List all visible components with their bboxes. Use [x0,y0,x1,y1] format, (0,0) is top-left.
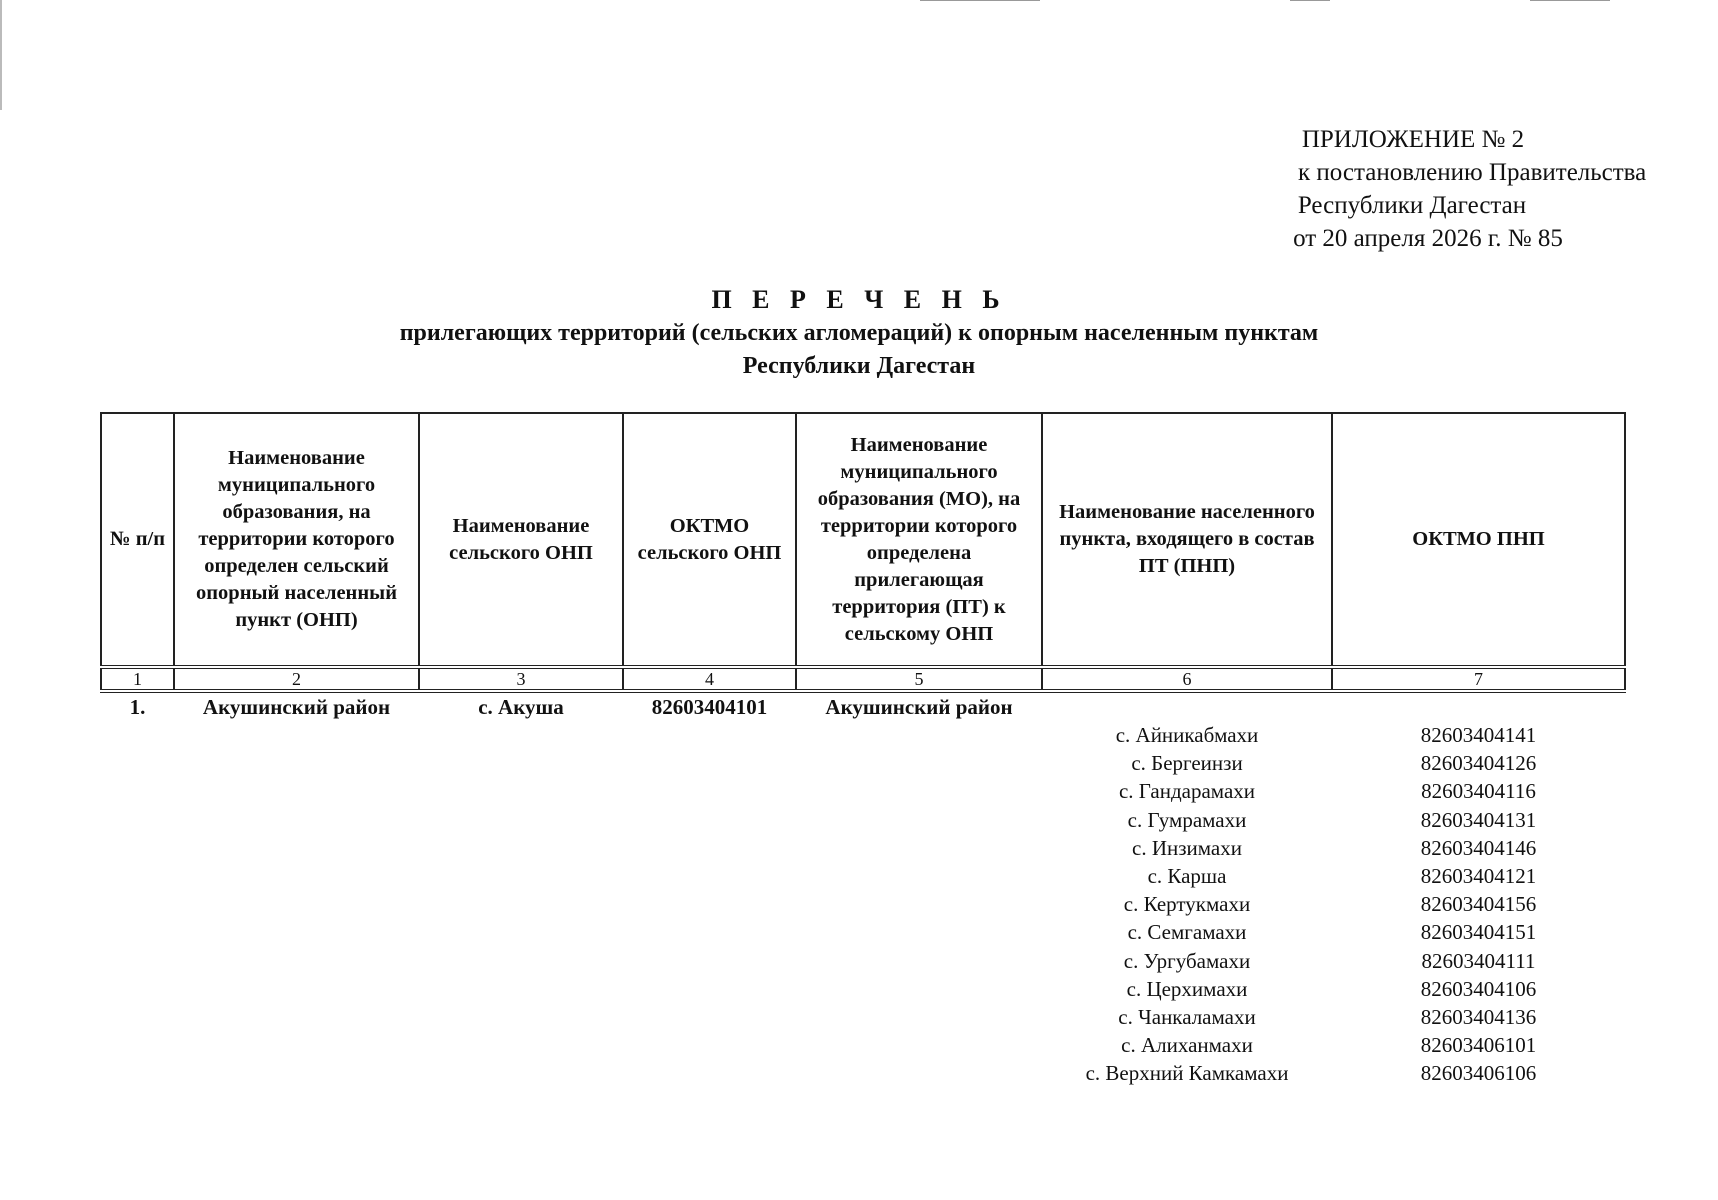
empty-cell [419,1059,623,1087]
empty-cell [101,947,174,975]
settlement-oktmo: 82603406106 [1420,1061,1537,1086]
empty-cell [623,749,796,777]
empty-cell [101,890,174,918]
empty-cell [796,1003,1042,1031]
empty-cell [101,806,174,834]
settlement-name: с. Алиханмахи [1121,1033,1253,1058]
empty-cell [174,890,419,918]
appendix-line: от 20 апреля 2026 г. № 85 [1293,225,1563,252]
empty-cell [419,721,623,749]
table-row [101,834,1625,862]
header-cell: Наименование муниципального образования (МО), на территории которого определена прилегающая территория (ПТ) к сельскому ОНП [796,413,1042,667]
empty-cell [101,975,174,1003]
empty-cell [101,1003,174,1031]
onp-mo-name: Акушинский район [202,695,391,719]
empty-cell [623,721,796,749]
scan-mark [0,0,2,110]
empty-cell [623,890,796,918]
empty-cell [419,890,623,918]
empty-cell [419,1031,623,1059]
table-row [101,975,1625,1003]
empty-cell [174,1059,419,1087]
empty-cell [101,1059,174,1087]
empty-cell [623,975,796,1003]
settlement-name: с. Чанкаламахи [1118,1005,1256,1030]
empty-cell [623,947,796,975]
empty-cell [796,918,1042,946]
settlement-oktmo: 82603404111 [1421,948,1536,973]
appendix-line: Республики Дагестан [1297,192,1527,219]
settlement-oktmo: 82603404121 [1420,864,1537,889]
empty-cell [174,918,419,946]
empty-cell [796,947,1042,975]
table-row [101,806,1625,834]
empty-cell [419,834,623,862]
column-number: 2 [174,667,419,691]
appendix-block [1198,123,1647,255]
table-row [101,862,1625,890]
settlements-table [100,412,1626,1088]
header-cell: ОКТМО сельского ОНП [623,413,796,667]
column-number: 4 [623,667,796,691]
column-number: 5 [796,667,1042,691]
empty-cell [796,975,1042,1003]
settlement-name: с. Кертукмахи [1123,892,1251,917]
column-number: 6 [1042,667,1332,691]
settlement-oktmo: 82603404126 [1420,751,1537,776]
empty-cell [419,1003,623,1031]
settlement-name: с. Семгамахи [1127,920,1247,945]
pt-mo-name: Акушинский район [825,695,1013,719]
settlement-oktmo: 82603404131 [1420,807,1537,832]
empty-cell [101,918,174,946]
column-number: 3 [419,667,623,691]
empty-cell [796,777,1042,805]
onp-oktmo: 82603404101 [651,695,768,719]
settlement-name: с. Карша [1147,864,1227,889]
settlement-oktmo: 82603404146 [1420,835,1537,860]
settlement-oktmo: 82603404106 [1420,976,1537,1001]
header-row [101,413,1625,667]
empty-cell [174,862,419,890]
row-number: 1. [129,695,146,719]
appendix-line: ПРИЛОЖЕНИЕ № 2 [1301,126,1525,153]
settlement-oktmo: 82603404136 [1420,1005,1537,1030]
empty-cell [419,947,623,975]
empty-cell [796,721,1042,749]
empty-cell [174,777,419,805]
empty-cell [174,834,419,862]
settlement-name: с. Бергеинзи [1131,751,1243,776]
header-cell: Наименование населенного пункта, входящего в состав ПТ (ПНП) [1042,413,1332,667]
column-number: 1 [101,667,174,691]
header-cell: Наименование сельского ОНП [419,413,623,667]
title-heading: П Е Р Е Ч Е Н Ь [711,285,1007,314]
empty-cell [419,975,623,1003]
empty-cell [101,749,174,777]
empty-cell [174,975,419,1003]
empty-cell [101,777,174,805]
onp-name: с. Акуша [478,695,564,719]
settlement-name: с. Верхний Камкамахи [1085,1061,1289,1086]
empty-cell [101,721,174,749]
empty-cell [796,749,1042,777]
table-row [101,947,1625,975]
empty-cell [1042,691,1332,721]
table-row [101,749,1625,777]
table-row [101,1031,1625,1059]
header-cell: Наименование муниципального образования, на территории которого определен сельский опорный населенный пункт (ОНП) [174,413,419,667]
appendix-line: к постановлению Правительства [1298,159,1647,186]
settlement-oktmo: 82603406101 [1420,1033,1537,1058]
empty-cell [174,806,419,834]
settlement-name: с. Айникабмахи [1115,723,1259,747]
empty-cell [623,834,796,862]
settlement-name: с. Гандарамахи [1118,779,1256,804]
header-cell: № п/п [101,413,174,667]
empty-cell [623,1031,796,1059]
column-number-row [101,667,1625,691]
empty-cell [623,806,796,834]
empty-cell [796,806,1042,834]
settlement-oktmo: 82603404141 [1420,723,1537,747]
title-line: прилегающих территорий (сельских агломераций) к опорным населенным пунктам [399,320,1319,346]
empty-cell [174,1031,419,1059]
empty-cell [419,806,623,834]
empty-cell [623,1059,796,1087]
document-title [0,283,1718,383]
empty-cell [174,947,419,975]
empty-cell [101,1031,174,1059]
settlement-oktmo: 82603404151 [1420,920,1537,945]
table-row [101,777,1625,805]
empty-cell [1332,691,1625,721]
title-line: Республики Дагестан [742,353,976,379]
settlement-name: с. Гумрамахи [1127,807,1247,832]
empty-cell [796,862,1042,890]
table-row [101,721,1625,749]
table-row [101,691,1625,721]
table-row [101,890,1625,918]
empty-cell [419,749,623,777]
empty-cell [419,777,623,805]
settlement-name: с. Церхимахи [1126,976,1248,1001]
table-row [101,1059,1625,1087]
empty-cell [623,1003,796,1031]
settlement-name: с. Ургубамахи [1123,948,1251,973]
settlements-table-wrap [100,412,1624,1088]
empty-cell [174,1003,419,1031]
empty-cell [174,749,419,777]
empty-cell [419,918,623,946]
table-row [101,1003,1625,1031]
empty-cell [419,862,623,890]
empty-cell [796,834,1042,862]
empty-cell [174,721,419,749]
settlement-oktmo: 82603404156 [1420,892,1537,917]
empty-cell [101,862,174,890]
column-number: 7 [1332,667,1625,691]
settlement-oktmo: 82603404116 [1421,779,1536,804]
scan-mark [920,0,1040,1]
table-row [101,918,1625,946]
scan-mark [1530,0,1610,1]
settlement-name: с. Инзимахи [1132,835,1242,860]
empty-cell [796,890,1042,918]
header-cell: ОКТМО ПНП [1332,413,1625,667]
empty-cell [623,777,796,805]
empty-cell [623,918,796,946]
scan-mark [1290,0,1330,1]
empty-cell [796,1031,1042,1059]
empty-cell [623,862,796,890]
empty-cell [101,834,174,862]
empty-cell [796,1059,1042,1087]
